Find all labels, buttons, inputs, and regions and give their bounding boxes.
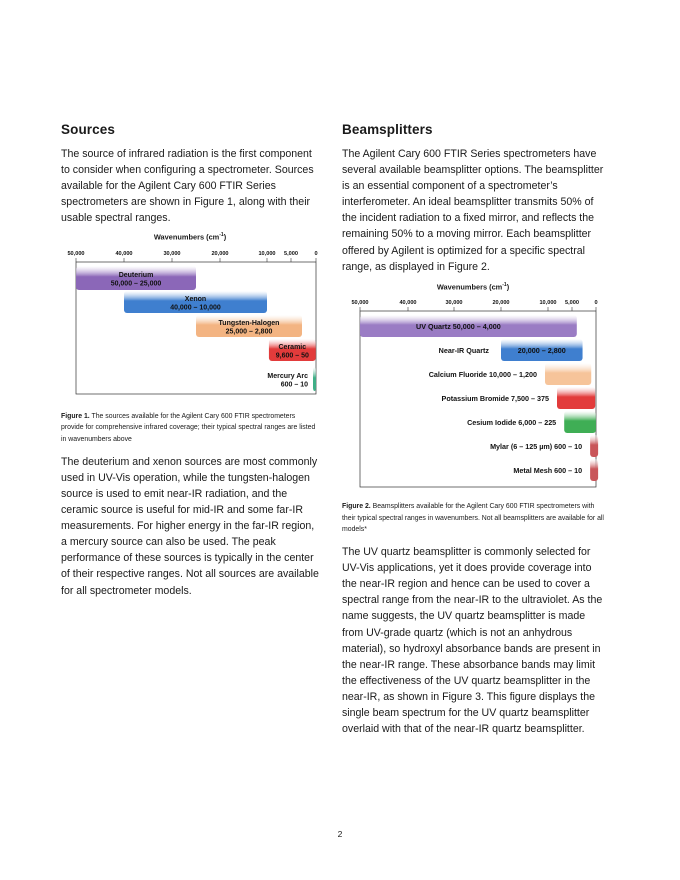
page-number: 2 <box>337 829 343 839</box>
bar-range-label: 40,000 – 10,000 <box>170 304 221 312</box>
bar-range-label: 600 – 10 <box>280 381 308 389</box>
bar-label: Near-IR Quartz <box>438 346 489 356</box>
figure-1-caption-text: The sources available for the Agilent Cary 600 FTIR spectrometers provide for comprehensive infrared coverage; their typical spectral ranges are listed in wavenumbers above <box>61 412 316 443</box>
bar-label: Tungsten-Halogen <box>218 319 280 327</box>
bar-mercury-arc <box>313 367 316 391</box>
beamsplitters-heading: Beamsplitters <box>342 122 433 137</box>
axis-tick-label: 40,000 <box>399 300 417 307</box>
bar-label: Potassium Bromide 7,500 – 375 <box>441 394 549 404</box>
axis-tick-label: 0 <box>314 250 318 257</box>
bar-range-label: 20,000 – 2,800 <box>517 346 566 356</box>
beamsplitters-column <box>342 122 604 737</box>
axis-tick-label: 10,000 <box>539 300 557 307</box>
bar-label: Mylar (6 – 125 µm) 600 – 10 <box>490 442 583 452</box>
bar-label: Xenon <box>184 295 207 303</box>
axis-tick-label: 30,000 <box>445 300 463 307</box>
axis-tick-label: 20,000 <box>492 300 510 307</box>
axis-tick-label: 5,000 <box>284 250 298 257</box>
bar-label: Calcium Fluoride 10,000 – 1,200 <box>428 370 537 380</box>
figure-2-caption <box>342 501 604 535</box>
bar-label: Ceramic <box>278 343 307 351</box>
bar-range-label: 50,000 – 25,000 <box>110 280 162 288</box>
bar-cesium-iodide <box>564 411 596 433</box>
axis-tick-label: 50,000 <box>67 250 85 257</box>
sources-heading: Sources <box>61 122 115 137</box>
beamsplitters-intro: The Agilent Cary 600 FTIR Series spectrometers have several available beamsplitter options. The beamsplitter is an essential component of a spectrometer’s interferometer. An ideal beamsplitter transmits 50% of the incident radiation to a fixed mirror, and reflects the remaining 50% to a moving mirror. Each beamsplitter offered by Agilent is optimized for a specific spectral range, as displayed in Figure 2. <box>342 148 604 273</box>
figure-1-title: Wavenumbers $(cm^{-1})$ <box>153 232 227 242</box>
axis-tick-label: 10,000 <box>258 250 276 257</box>
axis-tick-label: 50,000 <box>351 300 369 307</box>
beamsplitters-paragraph: The UV quartz beamsplitter is commonly selected for UV-Vis applications, yet it does provide coverage into the near-IR region and hence can be used to cover a spectral range from the near-IR to the ultraviolet. As the name suggests, the UV quartz beamsplitter is made from UV-grade quartz (which is not an anhydrous material), so hydroxyl absorbance bands are present in the near-IR range. These absorbance bands may limit the effectiveness of the UV quartz beamsplitter in the near-IR, as shown in Figure 3. This figure displays the single beam spectrum for the UV quartz beamsplitter overlaid with that of the near-IR quartz beamsplitter. <box>342 546 603 736</box>
bar-range-label: 25,000 – 2,800 <box>225 328 273 336</box>
figure-1 <box>61 232 319 401</box>
axis-tick-label: 0 <box>594 300 598 307</box>
sources-intro: The source of infrared radiation is the first component to consider when configuring a spectrometer. Sources available for the Agilent Cary 600 FTIR Series spectrometers are shown in Figure 1, along with their usable spectral ranges. <box>61 148 314 225</box>
figure-2-chart <box>342 291 604 491</box>
sources-paragraph: The deuterium and xenon sources are most commonly used in UV-Vis operation, while the tungsten-halogen source is used to emit near-IR radiation, and the ceramic source is useful for mid-IR and some far-IR measurements. For higher energy in the far-IR region, a mercury source can also be used. The peak performance of these sources is typically in the center of their respective ranges. Not all sources are available for all spectrometer models. <box>61 455 319 597</box>
bar-metal-mesh <box>590 459 598 481</box>
axis-tick-label: 20,000 <box>211 250 229 257</box>
bar-label: Cesium Iodide 6,000 – 225 <box>467 418 557 428</box>
figure-1-caption-label: Figure 1. <box>61 412 90 420</box>
bar-mylar-m- <box>590 435 598 457</box>
bar-calcium-fluoride <box>545 363 591 385</box>
bar-range-label: 9,600 – 50 <box>275 352 309 360</box>
figure-2 <box>342 282 604 491</box>
figure-2-title: Wavenumbers $(cm^{-1})$ <box>436 281 510 292</box>
bar-potassium-bromide <box>557 387 595 409</box>
figure-2-caption-label: Figure 2. <box>342 503 371 511</box>
axis-tick-label: 40,000 <box>115 250 133 257</box>
figure-1-chart <box>61 242 319 402</box>
bar-label: Deuterium <box>118 271 154 279</box>
figure-1-caption <box>61 411 319 445</box>
bar-label: Mercury Arc <box>267 372 308 380</box>
axis-tick-label: 5,000 <box>565 300 579 307</box>
bar-label: UV Quartz 50,000 – 4,000 <box>416 322 501 332</box>
bar-label: Metal Mesh 600 – 10 <box>513 466 583 476</box>
sources-column <box>61 122 319 599</box>
figure-2-caption-text: Beamsplitters available for the Agilent Cary 600 FTIR spectrometers with their typical spectral ranges in wavenumbers. Not all beamsplitters are available for all models* <box>342 503 604 533</box>
axis-tick-label: 30,000 <box>163 250 181 257</box>
